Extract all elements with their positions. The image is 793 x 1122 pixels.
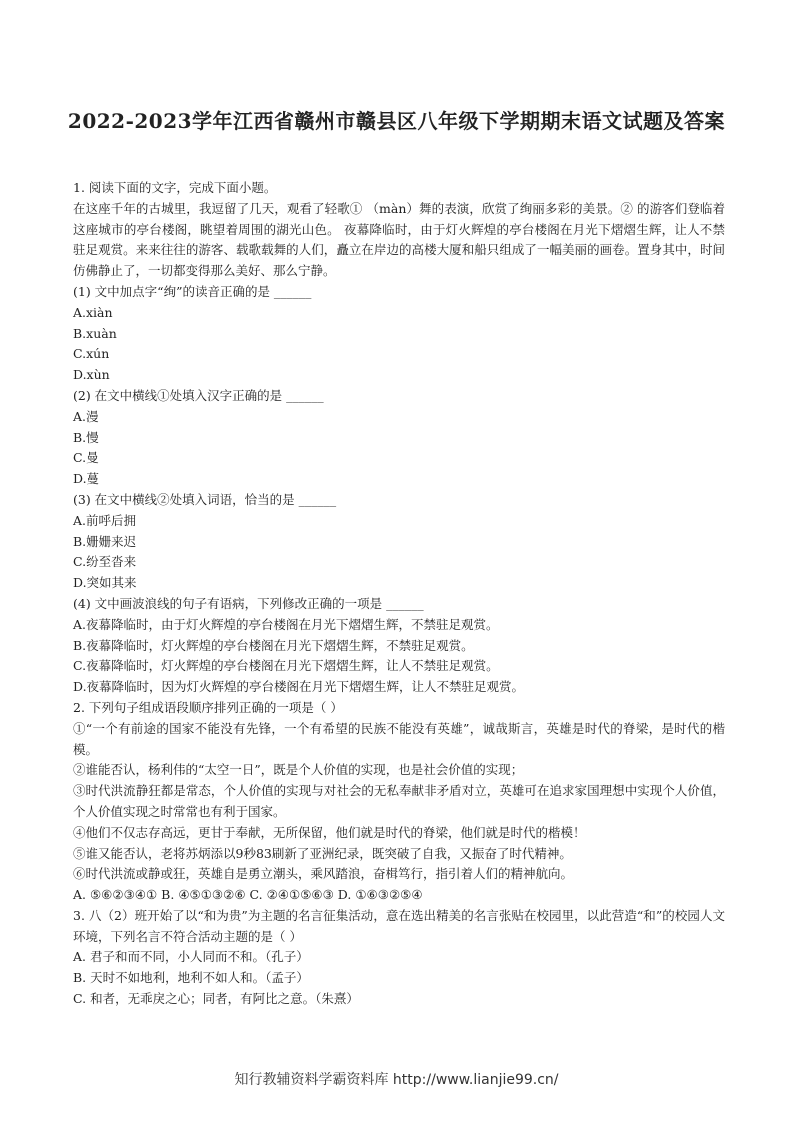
page-title: 2022-2023学年江西省赣州市赣县区八年级下学期期末语文试题及答案 <box>67 109 726 133</box>
document-body <box>73 178 725 1010</box>
text-line: ⑥时代洪流或静或狂，英雄自是勇立潮头，乘风踏浪，奋楫笃行，指引着人们的精神航向。 <box>73 866 574 882</box>
text-line: A. ⑤⑥②③④① B. ④⑤①③②⑥ C. ②④①⑤⑥③ D. ①⑥③②⑤④ <box>73 887 423 903</box>
text-line: C.xún <box>73 346 110 362</box>
text-line: (3) 在文中横线②处填入词语，恰当的是 ______ <box>73 491 337 507</box>
text-line: B.慢 <box>73 429 99 445</box>
text-line: ⑤谁又能否认，老将苏炳添以9秒83刷新了亚洲纪录，既突破了自我，又振奋了时代精神。 <box>73 845 572 861</box>
text-line: C.纷至沓来 <box>73 554 137 570</box>
text-line: 在这座千年的古城里，我逗留了几天，观看了轻歌① （màn）舞的表演，欣赏了绚丽多彩的美景。② 的游客们登临着这座城市的亭台楼阁，眺望着周围的湖光山色。 夜幕降临时，由于灯火辉煌的亭台楼阁在月光下熠熠生辉，让人不禁驻足观赏。来来往往的游客、载歌载舞的人们，矗立在岸边的高楼大厦和船只组成了一幅美丽的画卷。置身其中，时间仿佛静止了，一切都变得那么美好、那么宁静。 <box>73 200 725 279</box>
text-line: A.漫 <box>73 408 99 424</box>
text-line: A.夜幕降临时，由于灯火辉煌的亭台楼阁在月光下熠熠生辉，不禁驻足观赏。 <box>73 616 499 632</box>
text-line: D.蔓 <box>73 471 100 487</box>
text-line: 3. 八（2）班开始了以“和为贵”为主题的名言征集活动，意在选出精美的名言张贴在校园里，以此营造“和”的校园人文环境，下列名言不符合活动主题的是（ ） <box>73 907 725 944</box>
text-line: ④他们不仅志存高远，更甘于奉献，无所保留，他们就是时代的脊梁，他们就是时代的楷模！ <box>73 824 586 840</box>
footer-text: 知行教辅资料学霸资料库 http://www.lianjie99.cn/ <box>234 1072 559 1088</box>
text-line: ②谁能否认，杨利伟的“太空一日”，既是个人价值的实现，也是社会价值的实现； <box>73 762 524 778</box>
text-line: D.xùn <box>73 367 110 383</box>
text-line: D.夜幕降临时，因为灯火辉煌的亭台楼阁在月光下熠熠生辉，让人不禁驻足观赏。 <box>73 679 525 695</box>
text-line: ①“一个有前途的国家不能没有先锋，一个有希望的民族不能没有英雄”，诚哉斯言，英雄是时代的脊梁，是时代的楷模。 <box>73 720 725 757</box>
text-line: D.突如其来 <box>73 575 137 591</box>
text-line: A. 君子和而不同，小人同而不和。（孔子） <box>73 949 309 965</box>
text-line: B.姗姗来迟 <box>73 533 137 549</box>
text-line: C.曼 <box>73 450 99 466</box>
text-line: 1. 阅读下面的文字，完成下面小题。 <box>73 180 277 195</box>
text-line: A.xiàn <box>73 304 113 320</box>
text-line: A.前呼后拥 <box>73 512 137 528</box>
text-line: B. 天时不如地利，地利不如人和。（孟子） <box>73 970 309 986</box>
text-line: C.夜幕降临时，灯火辉煌的亭台楼阁在月光下熠熠生辉，让人不禁驻足观赏。 <box>73 658 499 674</box>
text-line: (4) 文中画波浪线的句子有语病，下列修改正确的一项是 ______ <box>73 595 424 611</box>
text-line: ③时代洪流静狂都是常态，个人价值的实现与对社会的无私奉献非矛盾对立，英雄可在追求家国理想中实现个人价值，个人价值实现之时常常也有利于国家。 <box>73 783 725 819</box>
text-line: B.xuàn <box>73 325 117 341</box>
text-line: C. 和者，无乖戾之心；同者，有阿比之意。（朱熹） <box>73 991 359 1007</box>
text-line: 2. 下列句子组成语段顺序排列正确的一项是（ ） <box>73 699 343 715</box>
text-line: (2) 在文中横线①处填入汉字正确的是 ______ <box>73 387 324 403</box>
text-line: (1) 文中加点字“绚”的读音正确的是 ______ <box>73 283 312 299</box>
text-line: B.夜幕降临时，灯火辉煌的亭台楼阁在月光下熠熠生辉，不禁驻足观赏。 <box>73 637 474 653</box>
